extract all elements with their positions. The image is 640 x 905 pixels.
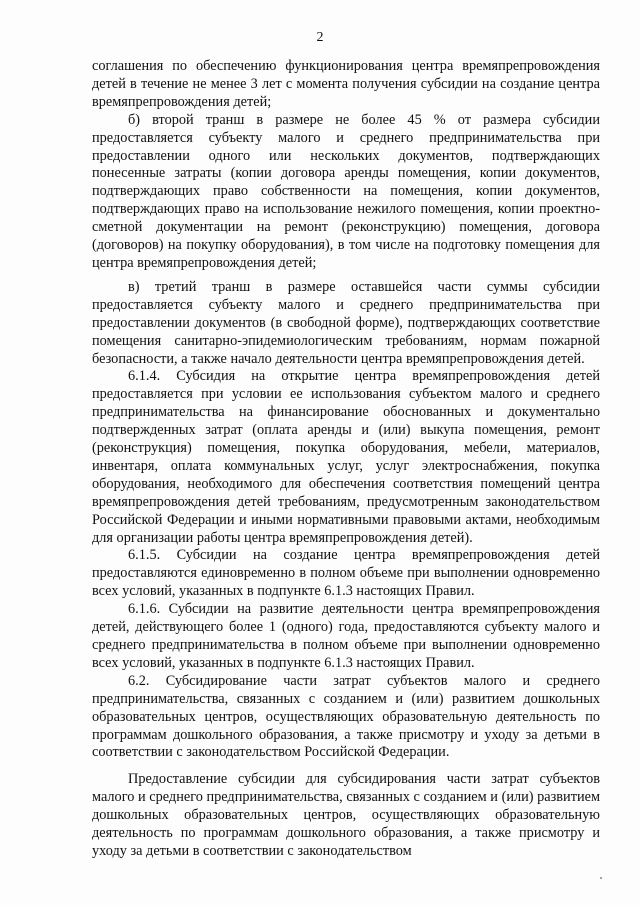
page-number: 2: [316, 30, 324, 45]
paragraph-6-2: 6.2. Субсидирование части затрат субъектов малого и среднего предпринимательства, связанных с созданием и (или) развитием дошкольных образовательных центров, осуществляющих образовательную деятельность по программам дошкольного образования, а также присмотру и уходу за детьми в соответствии с законодательством Российской Федерации.: [92, 672, 600, 761]
document-body: [92, 58, 600, 861]
paragraph-continuation: соглашения по обеспечению функционирования центра времяпрепровождения детей в течение не менее 3 лет с момента получения субсидии на создание центра времяпрепровождения детей;: [92, 58, 600, 110]
paragraph-provision: Предоставление субсидии для субсидирования части затрат субъектов малого и среднего предпринимательства, связанных с созданием и (или) развитием дошкольных образовательных центров, осуществляющих образовательную деятельность по программам дошкольного образования, а также присмотру и уходу за детьми в соответствии с законодательством: [92, 771, 600, 859]
scan-speck: [600, 877, 602, 879]
paragraph-second-tranche: б) второй транш в размере не более 45 % от размера субсидии предоставляется субъекту малого и среднего предпринимательства при предоставлении одного или нескольких документов, подтверждающих понесенные затраты (копии договора аренды помещения, копии документов, подтверждающих право собственности на помещения, копии документов, подтверждающих право на использование нежилого помещения, копии проектно-сметной документации на ремонт (реконструкцию) помещения, договора (договоров) на покупку оборудования), в том числе на подготовку помещения для центра времяпрепровождения детей;: [92, 111, 600, 271]
paragraph-6-1-6: 6.1.6. Субсидии на развитие деятельности центра времяпрепровождения детей, действующего более 1 (одного) года, предоставляются субъекту малого и среднего предпринимательства в полном объеме при выполнении одновременно всех условий, указанных в подпункте 6.1.3 настоящих Правил.: [92, 601, 600, 671]
paragraph-third-tranche: в) третий транш в размере оставшейся части суммы субсидии предоставляется субъекту малого и среднего предпринимательства при предоставлении документов (в свободной форме), подтверждающих соответствие помещения санитарно-эпидемиологическим требованиям, нормам пожарной безопасности, а также начало деятельности центра времяпрепровождения детей.: [92, 278, 600, 367]
paragraph-6-1-5: 6.1.5. Субсидии на создание центра времяпрепровождения детей предоставляются единовременно в полном объеме при выполнении одновременно всех условий, указанных в подпункте 6.1.3 настоящих Правил.: [92, 547, 600, 600]
paragraph-6-1-4: 6.1.4. Субсидия на открытие центра времяпрепровождения детей предоставляется при условии ее использования субъектом малого и среднего предпринимательства на финансирование обоснованных и документально подтвержденных затрат (оплата аренды и (или) выкупа помещения, ремонт (реконструкция) помещения, покупка оборудования, мебели, материалов, инвентаря, оплата коммунальных услуг, услуг электроснабжения, покупка оборудования, необходимого для обеспечения соответствия помещений центра времяпрепровождения детей требованиям, предусмотренным законодательством Российской Федерации и иными нормативными правовыми актами, необходимым для организации работы центра времяпрепровождения детей).: [92, 368, 600, 546]
